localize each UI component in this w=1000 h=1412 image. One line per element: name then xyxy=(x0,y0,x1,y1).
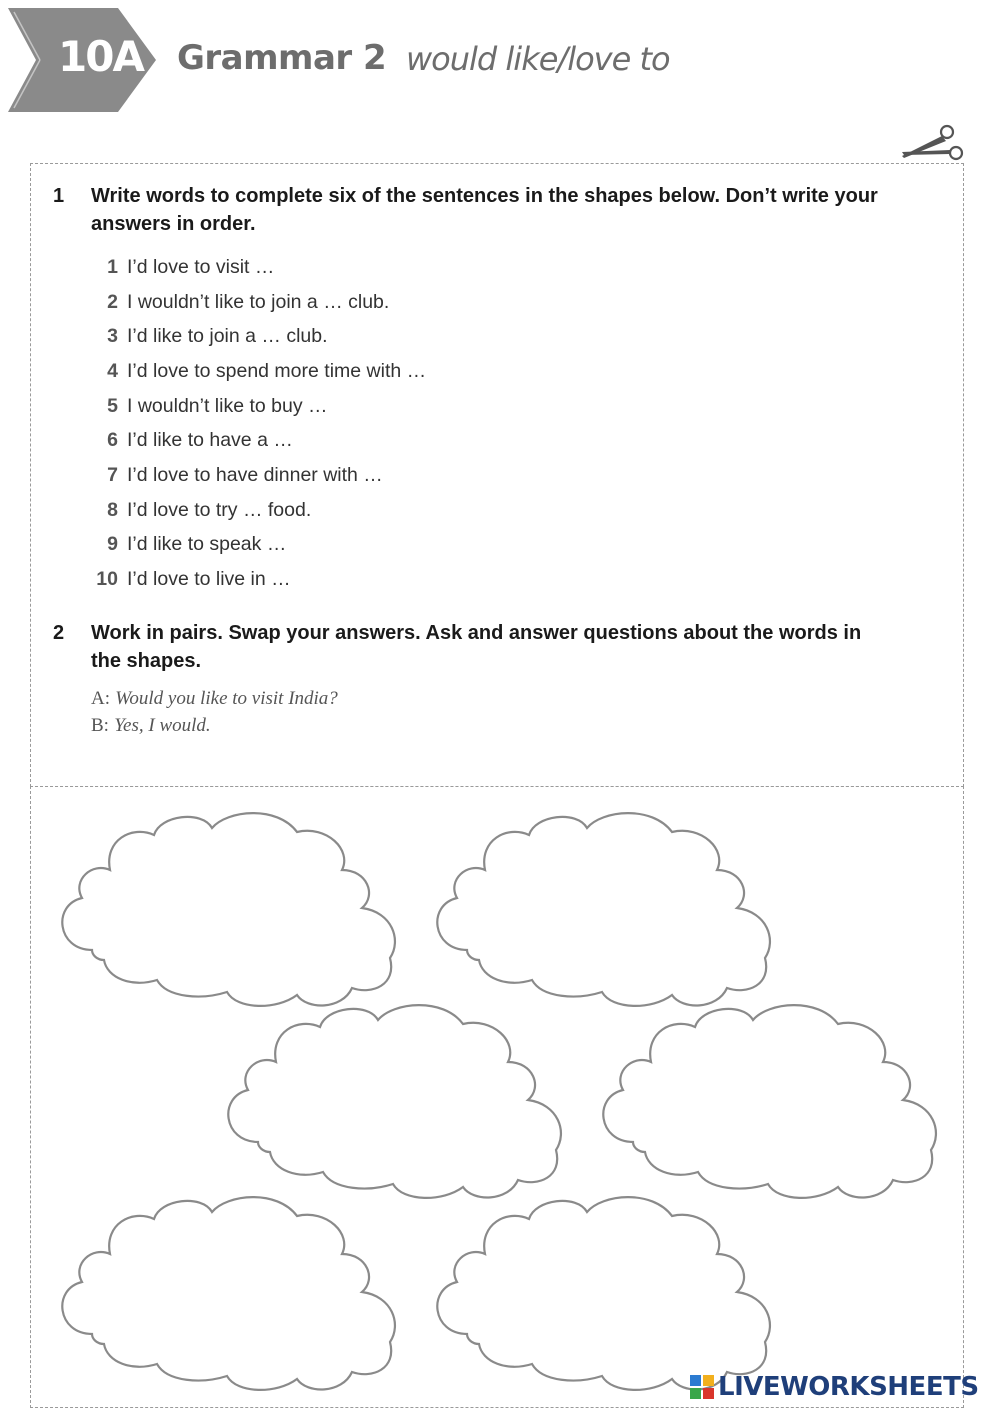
speaker-label: B: xyxy=(91,715,109,736)
item-text: I’d love to have dinner with … xyxy=(127,463,383,486)
item-number: 10 xyxy=(96,568,118,591)
logo-blocks-icon xyxy=(690,1375,714,1399)
item-number: 7 xyxy=(107,463,118,486)
exercise-2-instruction: Work in pairs. Swap your answers. Ask and answer questions about the words in the shapes. xyxy=(91,622,862,672)
exercise-1-number: 1 xyxy=(53,185,65,207)
exercise-1-instruction: Write words to complete six of the sentences in the shapes below. Don’t write your answers in order. xyxy=(91,185,878,235)
logo-text: LIVEWORKSHEETS xyxy=(718,1372,979,1402)
liveworksheets-logo xyxy=(690,1372,979,1402)
item-number: 8 xyxy=(107,498,118,521)
unit-badge: 10A xyxy=(58,32,143,81)
exercise-2-number: 2 xyxy=(53,622,65,644)
cloud-shape-3[interactable] xyxy=(228,1005,561,1198)
item-text: I wouldn’t like to buy … xyxy=(127,394,328,417)
item-text: I’d love to live in … xyxy=(127,568,291,591)
item-number: 5 xyxy=(107,394,118,417)
dialog-text: Yes, I would. xyxy=(114,715,211,736)
page-subtitle: would like/love to xyxy=(406,40,670,78)
item-number: 2 xyxy=(107,290,118,313)
cloud-shape-5[interactable] xyxy=(62,1197,395,1390)
speaker-label: A: xyxy=(91,688,110,709)
item-text: I’d like to speak … xyxy=(127,533,287,556)
item-number: 3 xyxy=(107,325,118,348)
cloud-shape-4[interactable] xyxy=(603,1005,936,1198)
cloud-shape-2[interactable] xyxy=(437,813,770,1006)
item-number: 9 xyxy=(107,533,118,556)
item-text: I’d love to visit … xyxy=(127,255,275,278)
item-text: I’d like to have a … xyxy=(127,429,293,452)
item-number: 1 xyxy=(107,255,118,278)
item-number: 6 xyxy=(107,429,118,452)
cloud-shape-1[interactable] xyxy=(62,813,395,1006)
cloud-shape-6[interactable] xyxy=(437,1197,770,1390)
page-title: Grammar 2 xyxy=(177,38,387,78)
item-text: I wouldn’t like to join a … club. xyxy=(127,290,390,313)
item-text: I’d like to join a … club. xyxy=(127,325,328,348)
item-text: I’d love to spend more time with … xyxy=(127,359,427,382)
item-text: I’d love to try … food. xyxy=(127,498,312,521)
dialog-text: Would you like to visit India? xyxy=(115,688,338,709)
item-number: 4 xyxy=(107,359,118,382)
